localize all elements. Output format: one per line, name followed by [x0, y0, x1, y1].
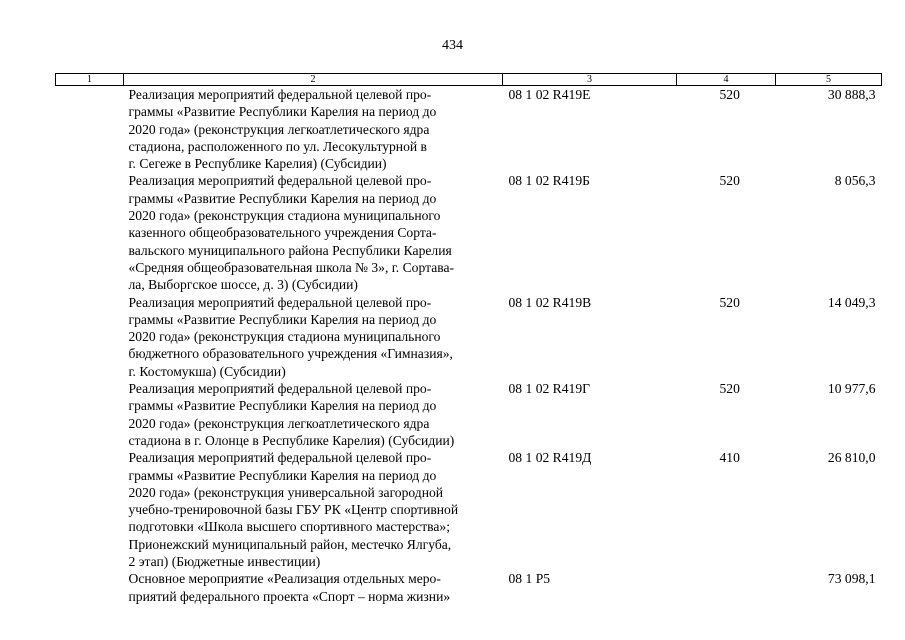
table-row [56, 570, 882, 605]
description-cell [124, 294, 503, 380]
row-description: Реализация мероприятий федеральной целевой про- граммы «Развитие Республики Карелия на период до 2020 года» (реконструкция легкоатлетического ядра стадиона, расположенного по ул. Лесокультурной в г. Сегеже в Республике Карелия) (Субсидии) [128, 87, 437, 172]
row-number-cell [56, 294, 124, 380]
table-header [56, 74, 882, 86]
description-cell [124, 172, 503, 293]
table-body [56, 86, 882, 605]
code-cell: 08 1 02 R419Б [508, 173, 590, 189]
type-cell: 520 [719, 294, 740, 310]
amount-cell: 10 977,6 [827, 381, 876, 397]
amount-cell: 8 056,3 [834, 173, 876, 189]
row-description: Реализация мероприятий федеральной целевой про- граммы «Развитие Республики Карелия на период до 2020 года» (реконструкция стадиона муниципального казенного общеобразовательного учреждения Сорта- вальского муниципального района Республики Карелия «Средняя общеобразовательная школа № 3», г. Сортава- ла, Выборгское шоссе, д. 3) (Субсидии) [128, 173, 455, 293]
header-col-3: 3 [503, 74, 677, 86]
code-cell: 08 1 02 R419Г [508, 381, 590, 397]
type-cell: 410 [719, 450, 740, 466]
table-row [56, 172, 882, 293]
type-cell: 520 [719, 87, 740, 102]
row-number-cell [56, 570, 124, 605]
amount-cell: 73 098,1 [827, 571, 876, 587]
description-cell [124, 449, 503, 570]
row-description: Реализация мероприятий федеральной целевой про- граммы «Развитие Республики Карелия на период до 2020 года» (реконструкция легкоатлетического ядра стадиона в г. Олонце в Республике Карелия) (Субсидии) [128, 381, 455, 448]
type-cell [677, 570, 776, 605]
code-cell: 08 1 02 R419Е [508, 87, 591, 102]
row-number-cell [56, 449, 124, 570]
code-cell: 08 1 02 R419Д [508, 450, 592, 466]
description-cell [124, 380, 503, 449]
row-number-cell [56, 86, 124, 173]
type-cell: 520 [719, 381, 740, 397]
header-col-1: 1 [56, 74, 124, 86]
row-description: Основное мероприятие «Реализация отдельных меро- приятий федерального проекта «Спорт – норма жизни» [128, 571, 451, 604]
table-row [56, 380, 882, 449]
header-row [56, 74, 882, 86]
header-col-5: 5 [776, 74, 882, 86]
table-row [56, 294, 882, 380]
header-col-2: 2 [124, 74, 503, 86]
header-col-4: 4 [677, 74, 776, 86]
table-row [56, 86, 882, 173]
budget-table [55, 73, 882, 605]
code-cell: 08 1 P5 [508, 571, 551, 587]
amount-cell: 14 049,3 [827, 294, 876, 310]
type-cell: 520 [719, 173, 740, 189]
row-number-cell [56, 380, 124, 449]
row-number-cell [56, 172, 124, 293]
amount-cell: 26 810,0 [827, 450, 876, 466]
amount-cell: 30 888,3 [827, 87, 876, 102]
row-description: Реализация мероприятий федеральной целевой про- граммы «Развитие Республики Карелия на период до 2020 года» (реконструкция универсальной загородной учебно-тренировочной базы ГБУ РК «Центр спортивной подготовки «Школа высшего спортивного мастерства»; Прионежский муниципальный район, местечко Ялгуба, 2 этап) (Бюджетные инвестиции) [128, 450, 459, 570]
code-cell: 08 1 02 R419В [508, 294, 592, 310]
row-description: Реализация мероприятий федеральной целевой про- граммы «Развитие Республики Карелия на период до 2020 года» (реконструкция стадиона муниципального бюджетного образовательного учреждения «Гимназия», г. Костомукша) (Субсидии) [128, 294, 453, 379]
description-cell [124, 86, 503, 173]
table-row [56, 449, 882, 570]
description-cell [124, 570, 503, 605]
page-number: 434 [442, 38, 463, 53]
